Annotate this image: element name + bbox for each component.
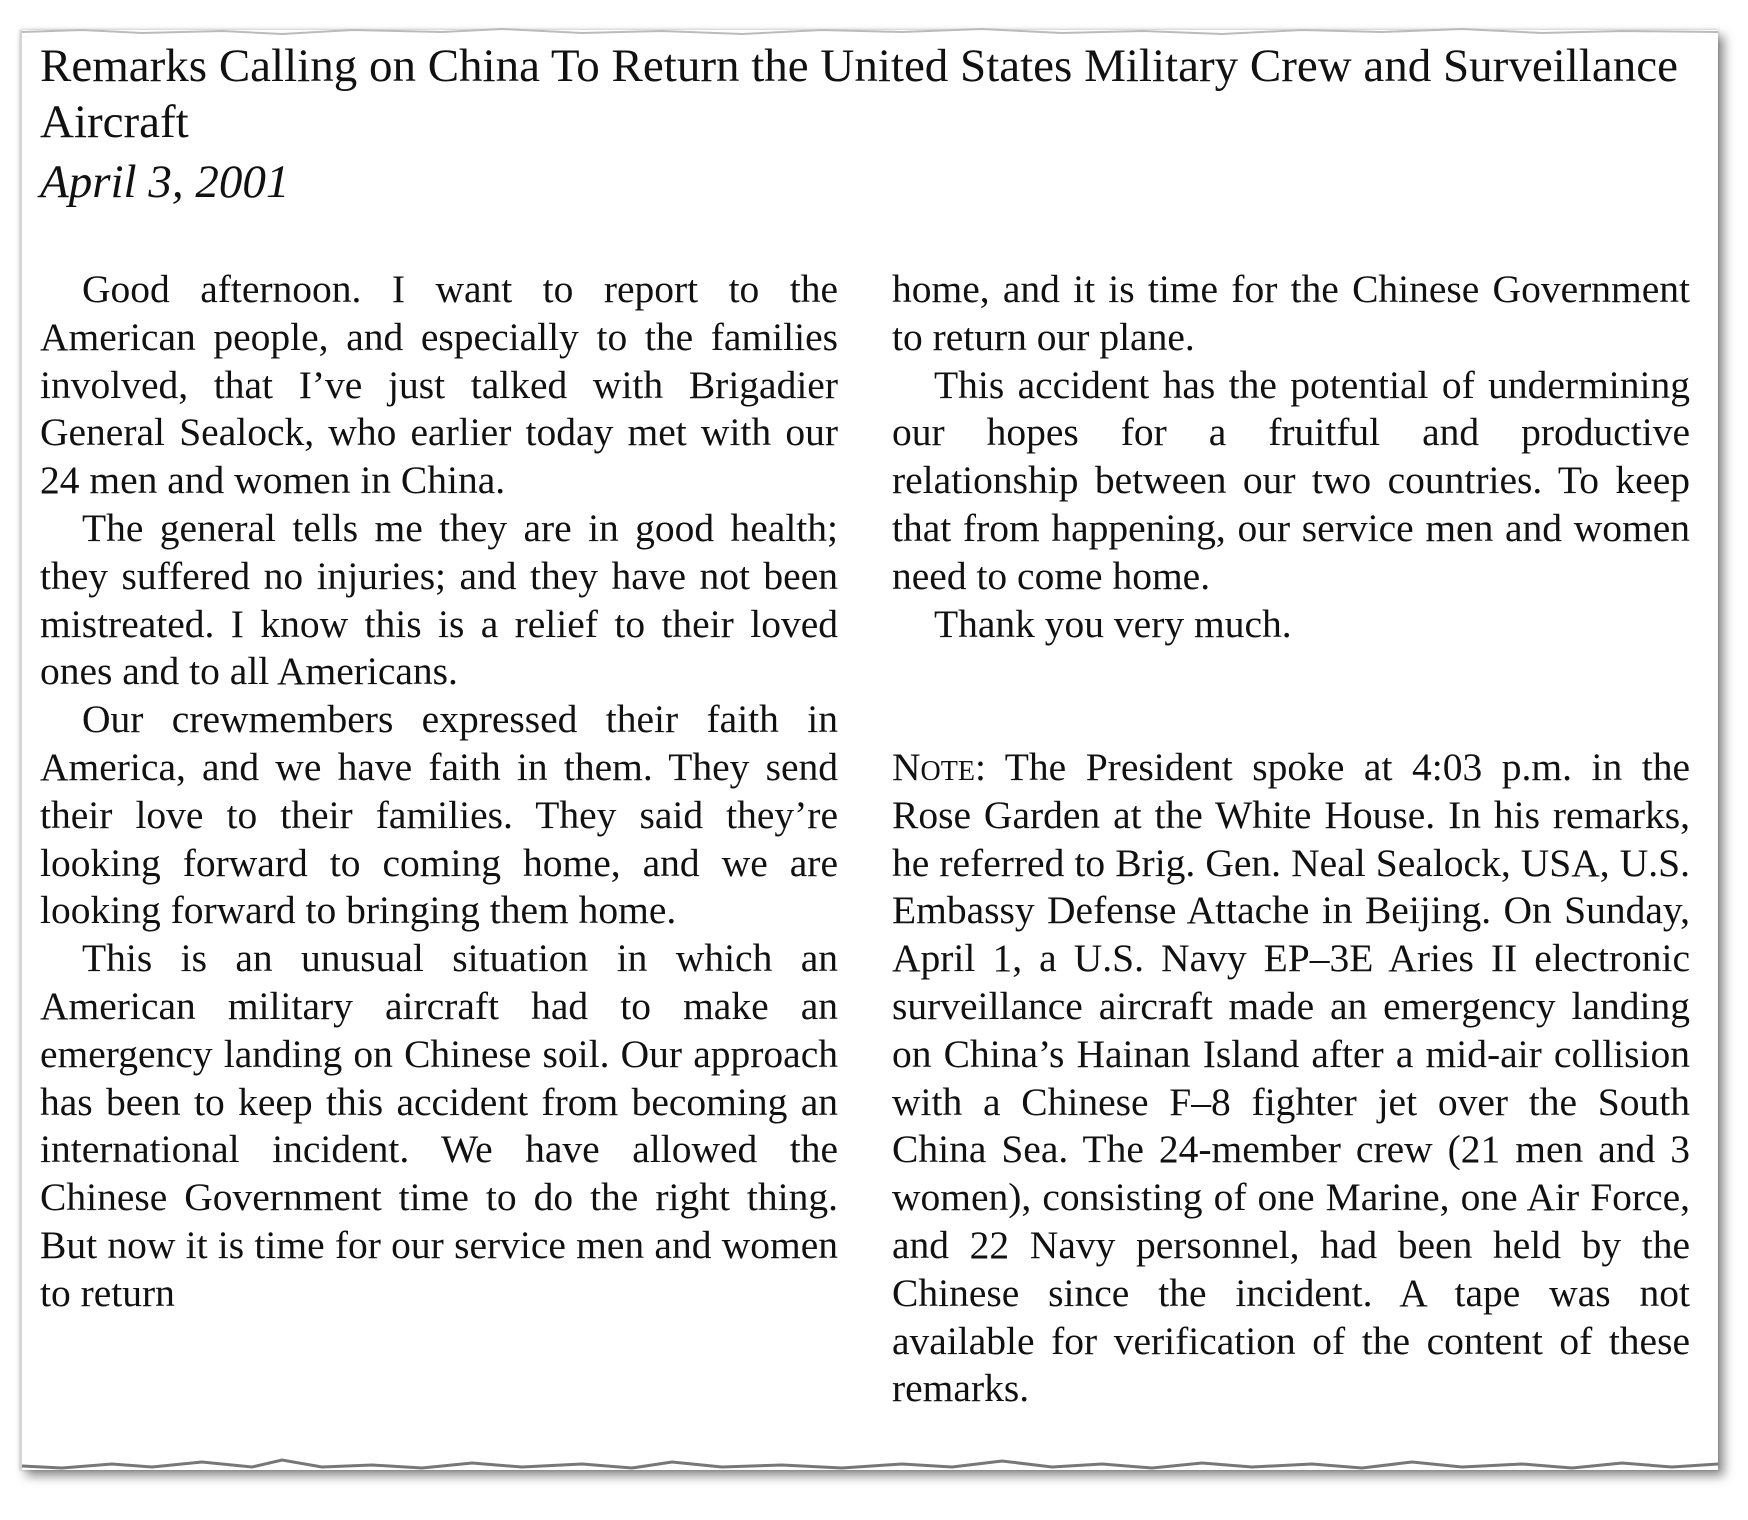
paragraph: Good afternoon. I want to report to the American people, and especially to the families involved, that I’ve just talked with Brigadier General Sealock, who earlier today met with our 24 men and women in China. bbox=[40, 267, 838, 503]
paragraph: Thank you very much. bbox=[934, 601, 1292, 646]
left-column bbox=[40, 266, 838, 1318]
paragraph: This accident has the potential of undermining our hopes for a fruitful and productive relationship between our two countries. To keep that from happening, our service men and women need to come home. bbox=[892, 362, 1690, 598]
document-title: Remarks Calling on China To Return the United States Military Crew and Surveillance Aircraft bbox=[40, 40, 1678, 148]
right-column bbox=[892, 266, 1690, 1413]
paragraph: home, and it is time for the Chinese Government to return our plane. bbox=[892, 267, 1690, 359]
document-date: April 3, 2001 bbox=[40, 156, 290, 208]
note-label: Note: bbox=[892, 744, 986, 789]
paragraph: Our crewmembers expressed their faith in America, and we have faith in them. They send their love to their families. They said they’re looking forward to coming home, and we are looking forward to bringing them home. bbox=[40, 697, 838, 933]
torn-top-edge bbox=[22, 22, 1718, 38]
paragraph: This is an unusual situation in which an American military aircraft had to make an emergency landing on Chinese soil. Our approach has been to keep this accident from becoming an international incident. We have allowed the Chinese Government time to do the right thing. But now it is time for our service men and women to return bbox=[40, 936, 838, 1315]
paragraph: The general tells me they are in good health; they suffered no injuries; and they have not been mistreated. I know this is a relief to their loved ones and to all Americans. bbox=[40, 505, 838, 694]
note-text: The President spoke at 4:03 p.m. in the Rose Garden at the White House. In his remarks, he referred to Brig. Gen. Neal Sealock, USA, U.S. Embassy Defense Attache in Beijing. On Sunday, April 1, a U.S. Navy EP–3E Aries II electronic surveillance aircraft made an emergency landing on China’s Hainan Island after a mid-air collision with a Chinese F–8 fighter jet over the South China Sea. The 24-member crew (21 men and 3 women), consisting of one Marine, one Air Force, and 22 Navy personnel, had been held by the Chinese since the incident. A tape was not available for verification of the content of these remarks. bbox=[892, 744, 1690, 1411]
document-page bbox=[20, 30, 1718, 1470]
editorial-note bbox=[892, 744, 1690, 1413]
torn-bottom-edge bbox=[22, 1458, 1718, 1480]
